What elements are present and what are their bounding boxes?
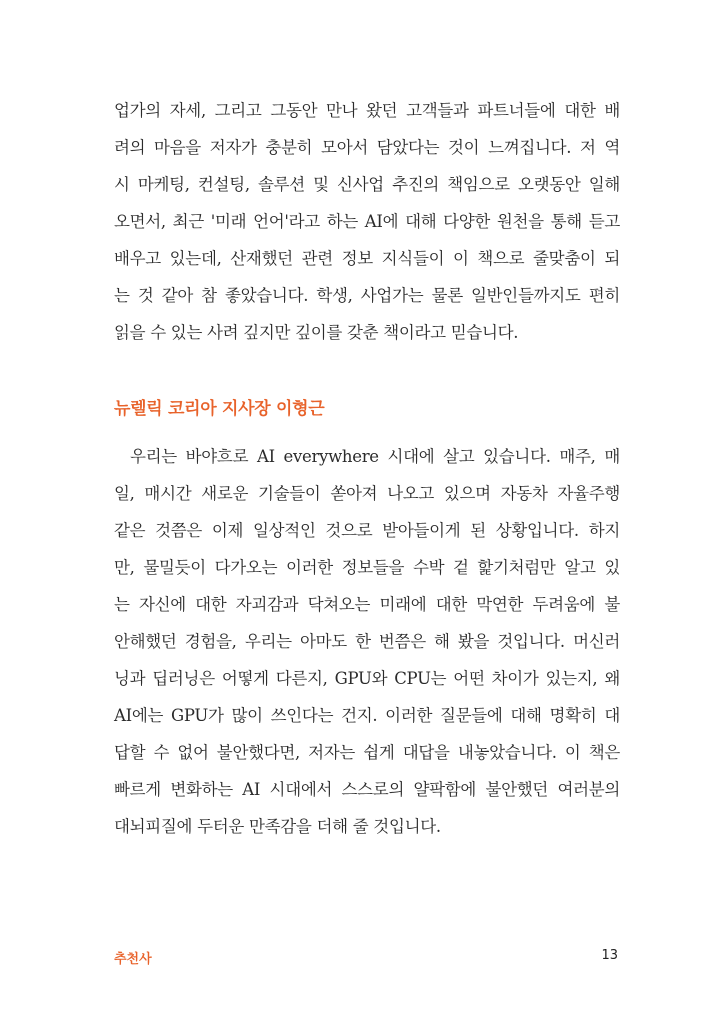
text-line: 대뇌피질에 두터운 만족감을 더해 줄 것입니다. bbox=[114, 817, 441, 836]
endorsement-paragraph-2 bbox=[114, 438, 620, 845]
text-line: 우리는 바야흐로 AI everywhere 시대에 살고 있습니다. 매주, 매 bbox=[130, 447, 620, 466]
text-line: 배우고 있는데, 산재했던 관련 정보 지식들이 이 책으로 줄맞춤이 되 bbox=[114, 249, 620, 268]
footer-section-label: 추천사 bbox=[114, 952, 152, 967]
text-line: 빠르게 변화하는 AI 시대에서 스스로의 얄팍함에 불안했던 여러분의 bbox=[114, 780, 620, 799]
text-line: 시 마케팅, 컨설팅, 솔루션 및 신사업 추진의 책임으로 오랫동안 일해 bbox=[114, 175, 620, 194]
text-line: 답할 수 없어 불안했다면, 저자는 쉽게 대답을 내놓았습니다. 이 책은 bbox=[114, 743, 620, 762]
text-line: AI에는 GPU가 많이 쓰인다는 건지. 이러한 질문들에 대해 명확히 대 bbox=[114, 706, 620, 725]
page-number: 13 bbox=[601, 948, 618, 963]
text-line: 같은 것쯤은 이제 일상적인 것으로 받아들이게 된 상황입니다. 하지 bbox=[114, 521, 620, 540]
text-line: 는 자신에 대한 자괴감과 닥쳐오는 미래에 대한 막연한 두려움에 불 bbox=[114, 595, 620, 614]
text-line: 는 것 같아 참 좋았습니다. 학생, 사업가는 물론 일반인들까지도 편히 bbox=[114, 286, 620, 305]
text-line: 안해했던 경험을, 우리는 아마도 한 번쯤은 해 봤을 것입니다. 머신러 bbox=[114, 632, 620, 651]
text-line: 오면서, 최근 '미래 언어'라고 하는 AI에 대해 다양한 원천을 통해 듣고 bbox=[114, 212, 620, 231]
text-line: 만, 물밀듯이 다가오는 이러한 정보들을 수박 겉 핥기처럼만 알고 있 bbox=[114, 558, 620, 577]
section-heading: 뉴렐릭 코리아 지사장 이형근 bbox=[114, 399, 325, 419]
text-line: 읽을 수 있는 사려 깊지만 깊이를 갖춘 책이라고 믿습니다. bbox=[114, 323, 519, 342]
endorsement-paragraph-1 bbox=[114, 92, 620, 351]
text-line: 닝과 딥러닝은 어떻게 다른지, GPU와 CPU는 어떤 차이가 있는지, 왜 bbox=[114, 669, 620, 688]
text-line: 업가의 자세, 그리고 그동안 만나 왔던 고객들과 파트너들에 대한 배 bbox=[114, 101, 620, 120]
text-line: 려의 마음을 저자가 충분히 모아서 담았다는 것이 느껴집니다. 저 역 bbox=[114, 138, 620, 157]
text-line: 일, 매시간 새로운 기술들이 쏟아져 나오고 있으며 자동차 자율주행 bbox=[114, 484, 620, 503]
